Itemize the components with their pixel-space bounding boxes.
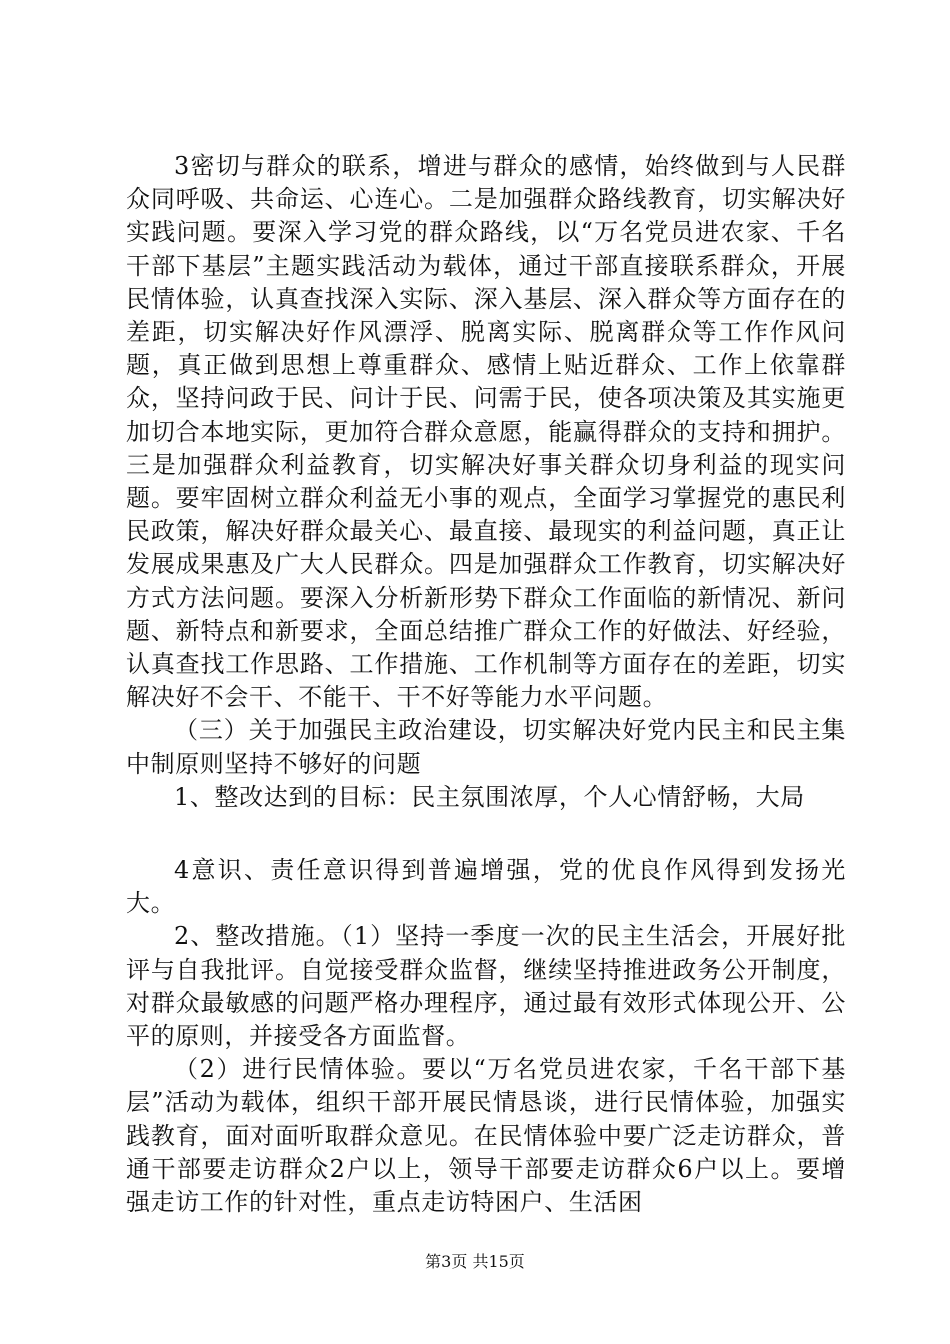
paragraph-mass-line-education: 3密切与群众的联系，增进与群众的感情，始终做到与人民群众同呼吸、共命运、心连心。二是加强群众路线教育，切实解决好实践问题。要深入学习党的群众路线，以“万名党员进农家、千名干部下基层”主题实践活动为载体，通过干部直接联系群众，开展民情体验，认真查找深入实际、深入基层、深入群众等方面存在的差距，切实解决好作风漂浮、脱离实际、脱离群众等工作作风问题，真正做到思想上尊重群众、感情上贴近群众、工作上依靠群众，坚持问政于民、问计于民、问需于民，使各项决策及其实施更加切合本地实际，更加符合群众意愿，能赢得群众的支持和拥护。三是加强群众利益教育，切实解决好事关群众切身利益的现实问题。要牢固树立群众利益无小事的观点，全面学习掌握党的惠民利民政策，解决好群众最关心、最直接、最现实的利益问题，真正让发展成果惠及广大人民群众。四是加强群众工作教育，切实解决好方式方法问题。要深入分析新形势下群众工作面临的新情况、新问题、新特点和新要求，全面总结推广群众工作的好做法、好经验，认真查找工作思路、工作措施、工作机制等方面存在的差距，切实解决好不会干、不能干、干不好等能力水平问题。 — [126, 152, 846, 712]
paragraph-target-goal: 1、整改达到的目标：民主氛围浓厚，个人心情舒畅，大局 — [174, 782, 805, 811]
page-number-footer: 第3页 共15页 — [425, 1252, 525, 1271]
paragraph-awareness: 4意识、责任意识得到普遍增强，党的优良作风得到发扬光大。 — [126, 856, 846, 918]
page-break-gap — [126, 814, 846, 854]
section-heading-democracy: （三）关于加强民主政治建设，切实解决好党内民主和民主集中制原则坚持不够好的问题 — [126, 716, 846, 778]
paragraph-public-sentiment: （2）进行民情体验。要以“万名党员进农家，千名干部下基层”活动为载体，组织干部开展民情恳谈，进行民情体验，加强实践教育，面对面听取群众意见。在民情体验中要广泛走访群众，普通干部要走访群众2户以上，领导干部要走访群众6户以上。要增强走访工作的针对性，重点走访特困户、生活困 — [126, 1055, 846, 1217]
document-body — [126, 150, 846, 1219]
paragraph-rectification-measures: 2、整改措施。（1）坚持一季度一次的民主生活会，开展好批评与自我批评。自觉接受群众监督，继续坚持推进政务公开制度，对群众最敏感的问题严格办理程序，通过最有效形式体现公开、公平的原则，并接受各方面监督。 — [126, 922, 846, 1051]
